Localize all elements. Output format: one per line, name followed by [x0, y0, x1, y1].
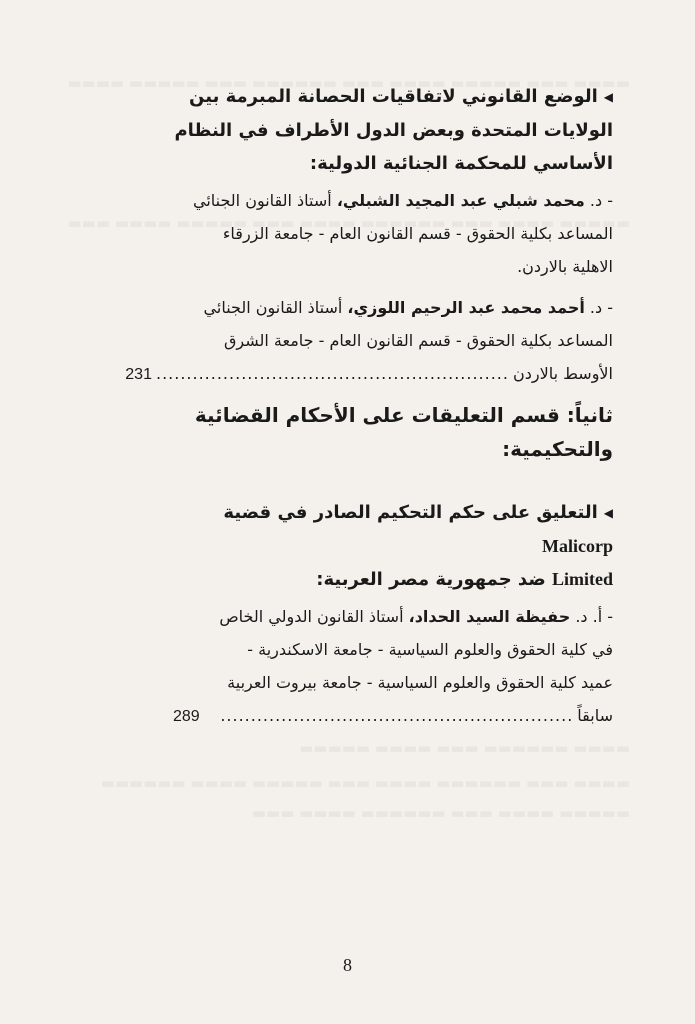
entry-title-malicorp: ◀التعليق على حكم التحكيم الصادر في قضية Malicorp [173, 496, 613, 563]
page-reference: 231 [125, 365, 152, 383]
section-title-line-2: والتحكيمية: [502, 437, 613, 461]
entry-title: ◀الوضع القانوني لاتفاقيات الحصانة المبرمة بين [173, 80, 613, 114]
arrow-bullet-icon-2: ◀ [603, 505, 613, 520]
section-title-block [173, 398, 613, 466]
author-name: محمد شبلي عبد المجيد الشبلي، [336, 190, 585, 210]
entry-title-line-3: الأساسي للمحكمة الجنائية الدولية: [309, 152, 613, 174]
author-line: - د. محمد شبلي عبد المجيد الشبلي، أستاذ القانون الجنائي [192, 190, 613, 210]
author-name-2: أحمد محمد عبد الرحيم اللوزي، [347, 297, 585, 317]
toc-entry-immunity-agreements [125, 80, 613, 391]
bleed-through-text-5 [60, 800, 630, 826]
bleed-through-text-4 [60, 770, 630, 796]
author-affiliation-2: المساعد بكلية الحقوق - قسم القانون العام - جامعة الشرق [223, 330, 613, 350]
bleed-through-text-3 [60, 735, 630, 761]
author-line-3: - أ. د. حفيظة السيد الحداد، أستاذ القانون الدولي الخاص [219, 606, 613, 626]
toc-page-line-2: سابقاً .......................................................... 289 [173, 699, 613, 733]
toc-page-line: الأوسط بالاردن .......................................................... 231 [173, 357, 613, 391]
section-title: ثانياً: قسم التعليقات على الأحكام القضائية [194, 403, 613, 427]
page-reference-2: 289 [173, 707, 200, 725]
author-affiliation-end: الاهلية بالاردن. [517, 256, 613, 276]
page-number: 8 [343, 955, 352, 975]
author-affiliation-3b: عميد كلية الحقوق والعلوم السياسية - جامعة بيروت العربية [227, 672, 613, 692]
arrow-bullet-icon: ◀ [603, 89, 613, 104]
entry-title-line-2: الولايات المتحدة وبعض الدول الأطراف في النظام [174, 119, 613, 141]
author-name-3: حفيظة السيد الحداد، [408, 606, 571, 626]
leader-dots: .......................................................... [155, 363, 509, 383]
author-line-2: - د. أحمد محمد عبد الرحيم اللوزي، أستاذ القانون الجنائي [203, 297, 613, 317]
author-affiliation-3: في كلية الحقوق والعلوم السياسية - جامعة الاسكندرية - [247, 639, 613, 659]
leader-dots-2: .......................................................... [220, 705, 574, 725]
toc-entry-malicorp [173, 496, 613, 733]
author-affiliation: المساعد بكلية الحقوق - قسم القانون العام - جامعة الزرقاء [222, 223, 613, 243]
entry-title-malicorp-line-2: Limited ضد جمهورية مصر العربية: [316, 568, 613, 590]
